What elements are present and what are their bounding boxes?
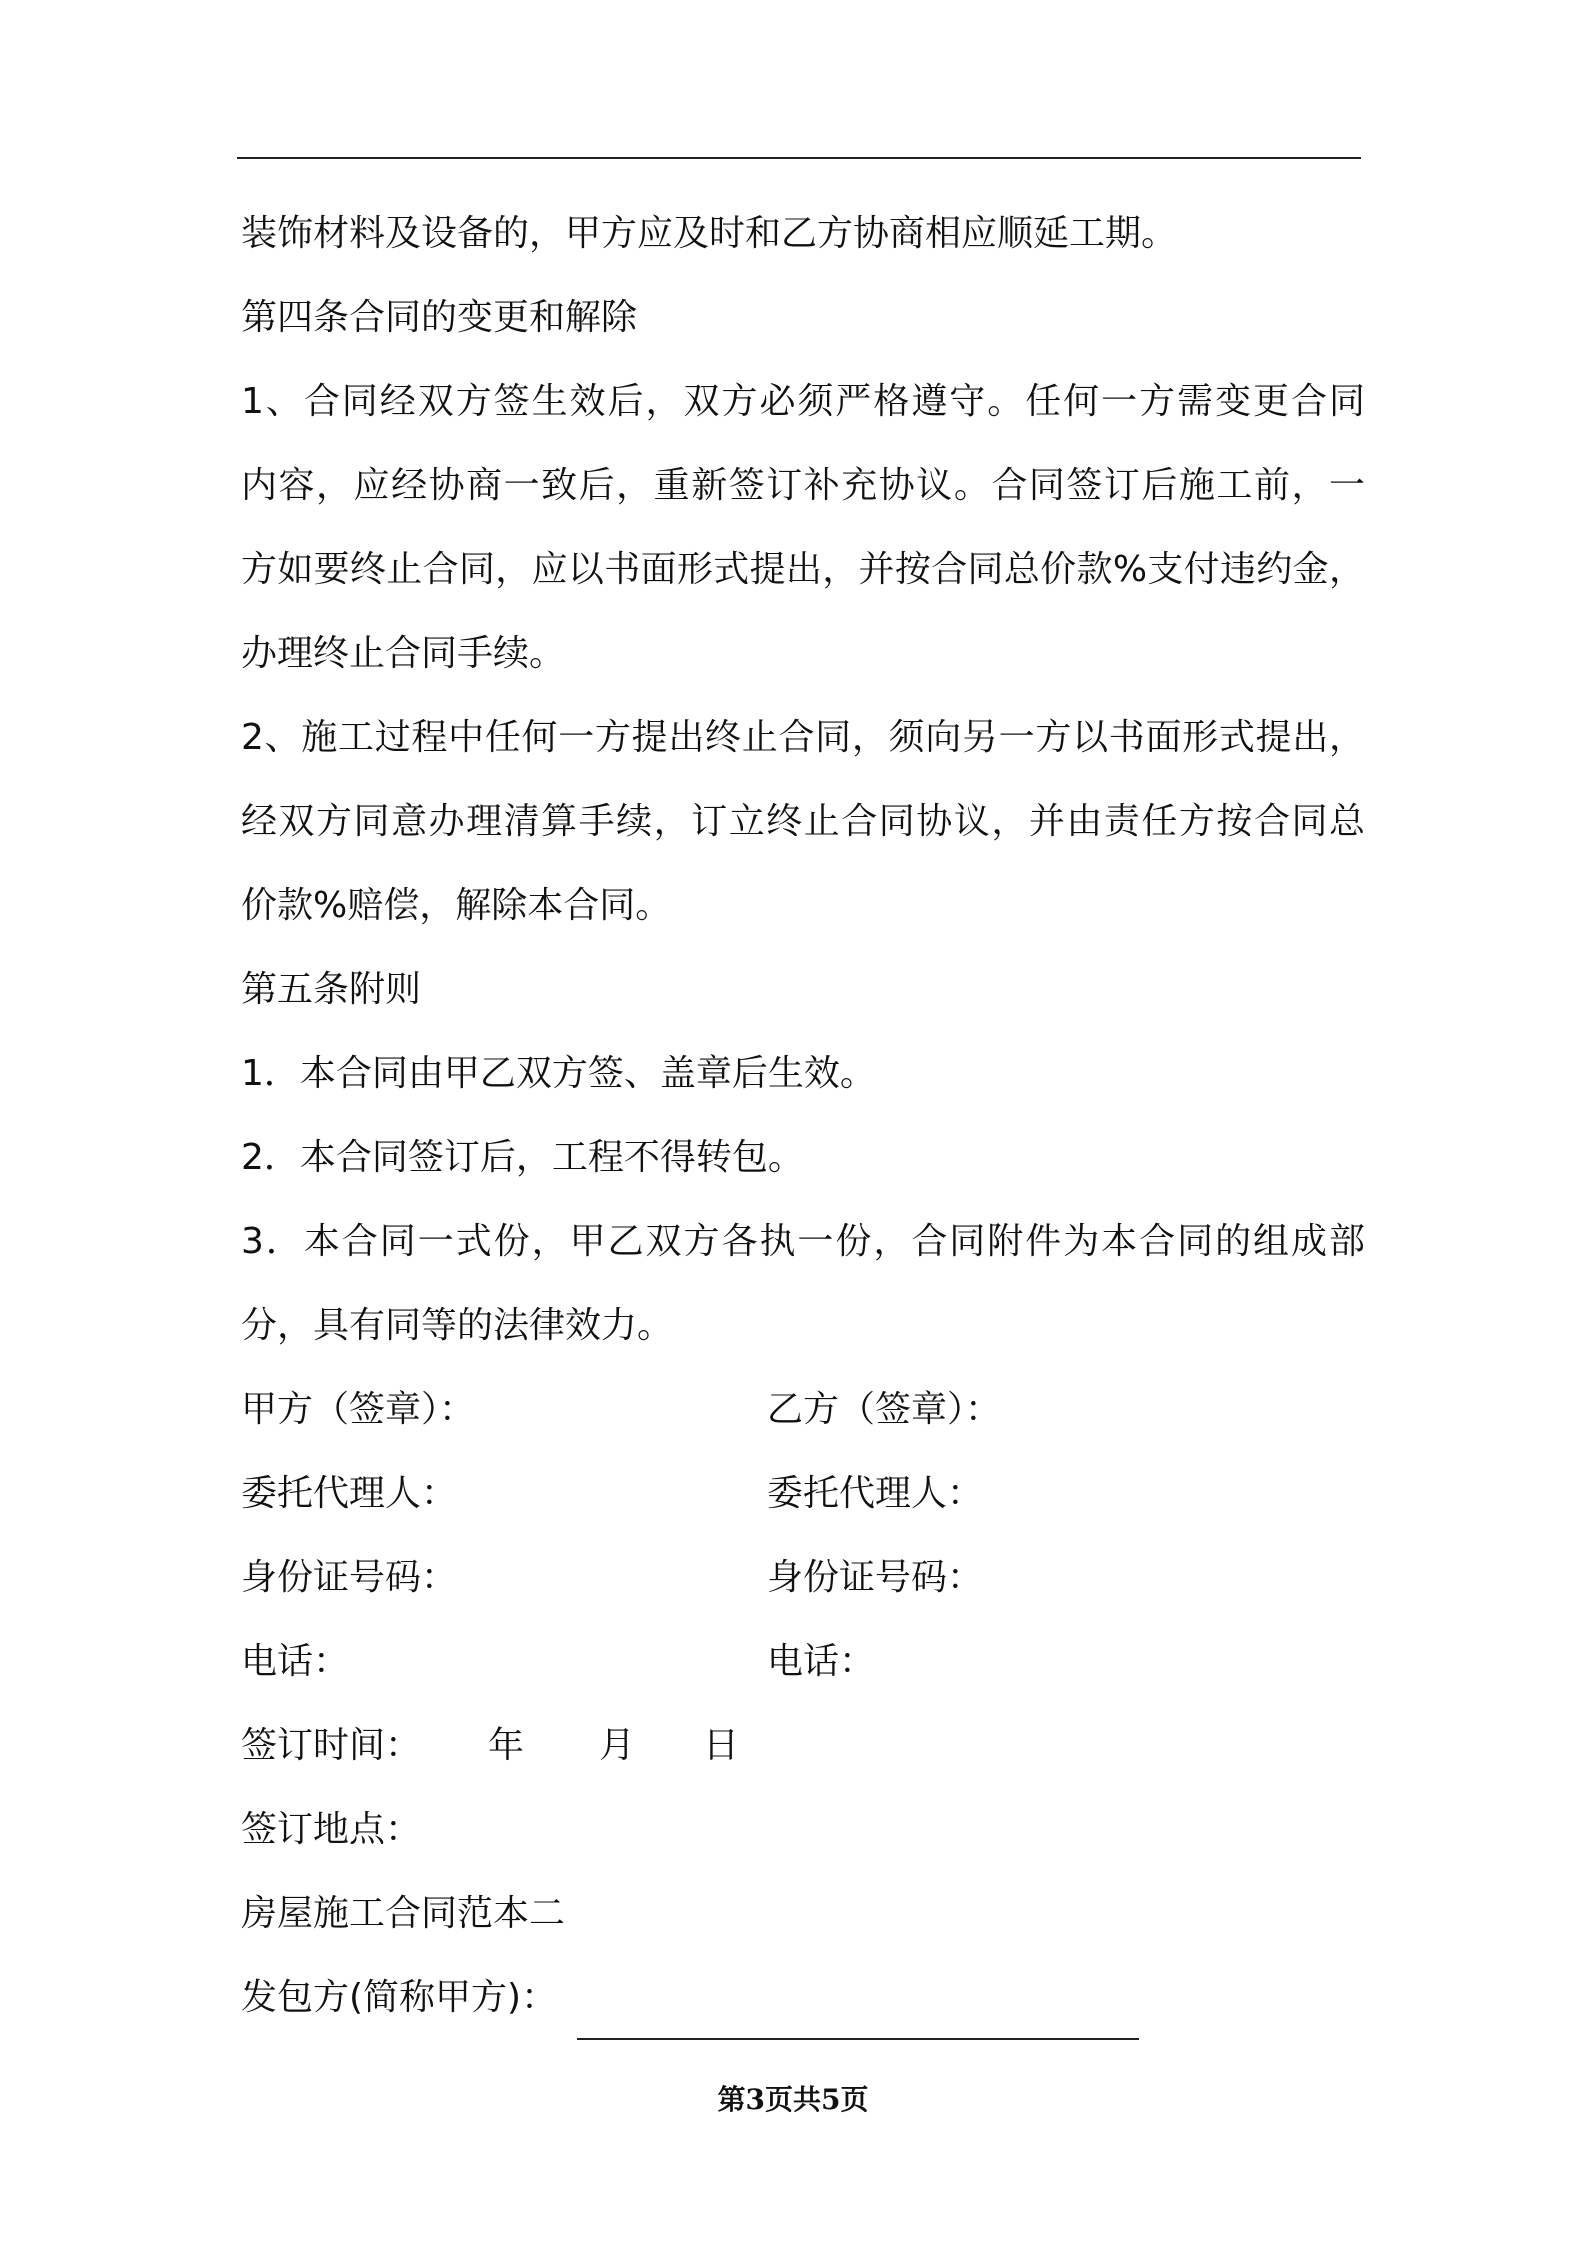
signature-row-phone (241, 1620, 1365, 1704)
party-a-agent-label: 委托代理人： (241, 1473, 458, 1514)
employer-blank-line (577, 1986, 1139, 2040)
paragraph-line: 3．本合同一式份，甲乙双方各执一份，合同附件为本合同的组成部 (241, 1221, 1365, 1262)
paragraph-line: 1、合同经双方签生效后，双方必须严格遵守。任何一方需变更合同 (241, 381, 1365, 422)
signing-day-label: 日 (703, 1725, 740, 1766)
article-4-heading: 第四条合同的变更和解除 (241, 297, 638, 338)
paragraph-line: 经双方同意办理清算手续，订立终止合同协议，并由责任方按合同总 (241, 801, 1365, 842)
section-title: 房屋施工合同范本二 (241, 1893, 566, 1934)
party-b-id-label: 身份证号码： (767, 1557, 984, 1598)
article-5-heading: 第五条附则 (241, 969, 422, 1010)
party-a-id-label: 身份证号码： (241, 1557, 458, 1598)
paragraph-line: 内容，应经协商一致后，重新签订补充协议。合同签订后施工前，一 (241, 465, 1365, 506)
signing-place-label: 签订地点： (241, 1809, 422, 1850)
paragraph-line: 方如要终止合同，应以书面形式提出，并按合同总价款%支付违约金， (241, 549, 1365, 590)
signing-time-row (241, 1704, 1365, 1788)
paragraph-line: 装饰材料及设备的，甲方应及时和乙方协商相应顺延工期。 (241, 213, 1178, 254)
page-number: 第3页共5页 (717, 2083, 869, 2116)
party-b-phone-label: 电话： (767, 1641, 876, 1682)
party-a-phone-label: 电话： (241, 1641, 350, 1682)
signing-time-label: 签订时间： (241, 1725, 422, 1766)
signing-month-label: 月 (599, 1725, 636, 1766)
signature-row-agent (241, 1452, 1365, 1536)
party-b-agent-label: 委托代理人： (767, 1473, 984, 1514)
signature-row-id (241, 1536, 1365, 1620)
party-b-seal-label: 乙方（签章）： (767, 1389, 1002, 1430)
paragraph-line: 办理终止合同手续。 (241, 633, 566, 674)
document-body (241, 192, 1365, 2040)
paragraph-line: 分，具有同等的法律效力。 (241, 1305, 674, 1346)
employer-label: 发包方(简称甲方)： (241, 1977, 558, 2018)
party-a-seal-label: 甲方（签章）： (241, 1389, 476, 1430)
signing-year-label: 年 (488, 1725, 525, 1766)
header-rule (237, 157, 1361, 159)
paragraph-line: 2．本合同签订后，工程不得转包。 (241, 1137, 804, 1178)
employer-row (241, 1956, 1365, 2040)
signature-row-seal (241, 1368, 1365, 1452)
paragraph-line: 价款%赔偿，解除本合同。 (241, 885, 672, 926)
paragraph-line: 1．本合同由甲乙双方签、盖章后生效。 (241, 1053, 876, 1094)
paragraph-line: 2、施工过程中任何一方提出终止合同，须向另一方以书面形式提出， (241, 717, 1365, 758)
